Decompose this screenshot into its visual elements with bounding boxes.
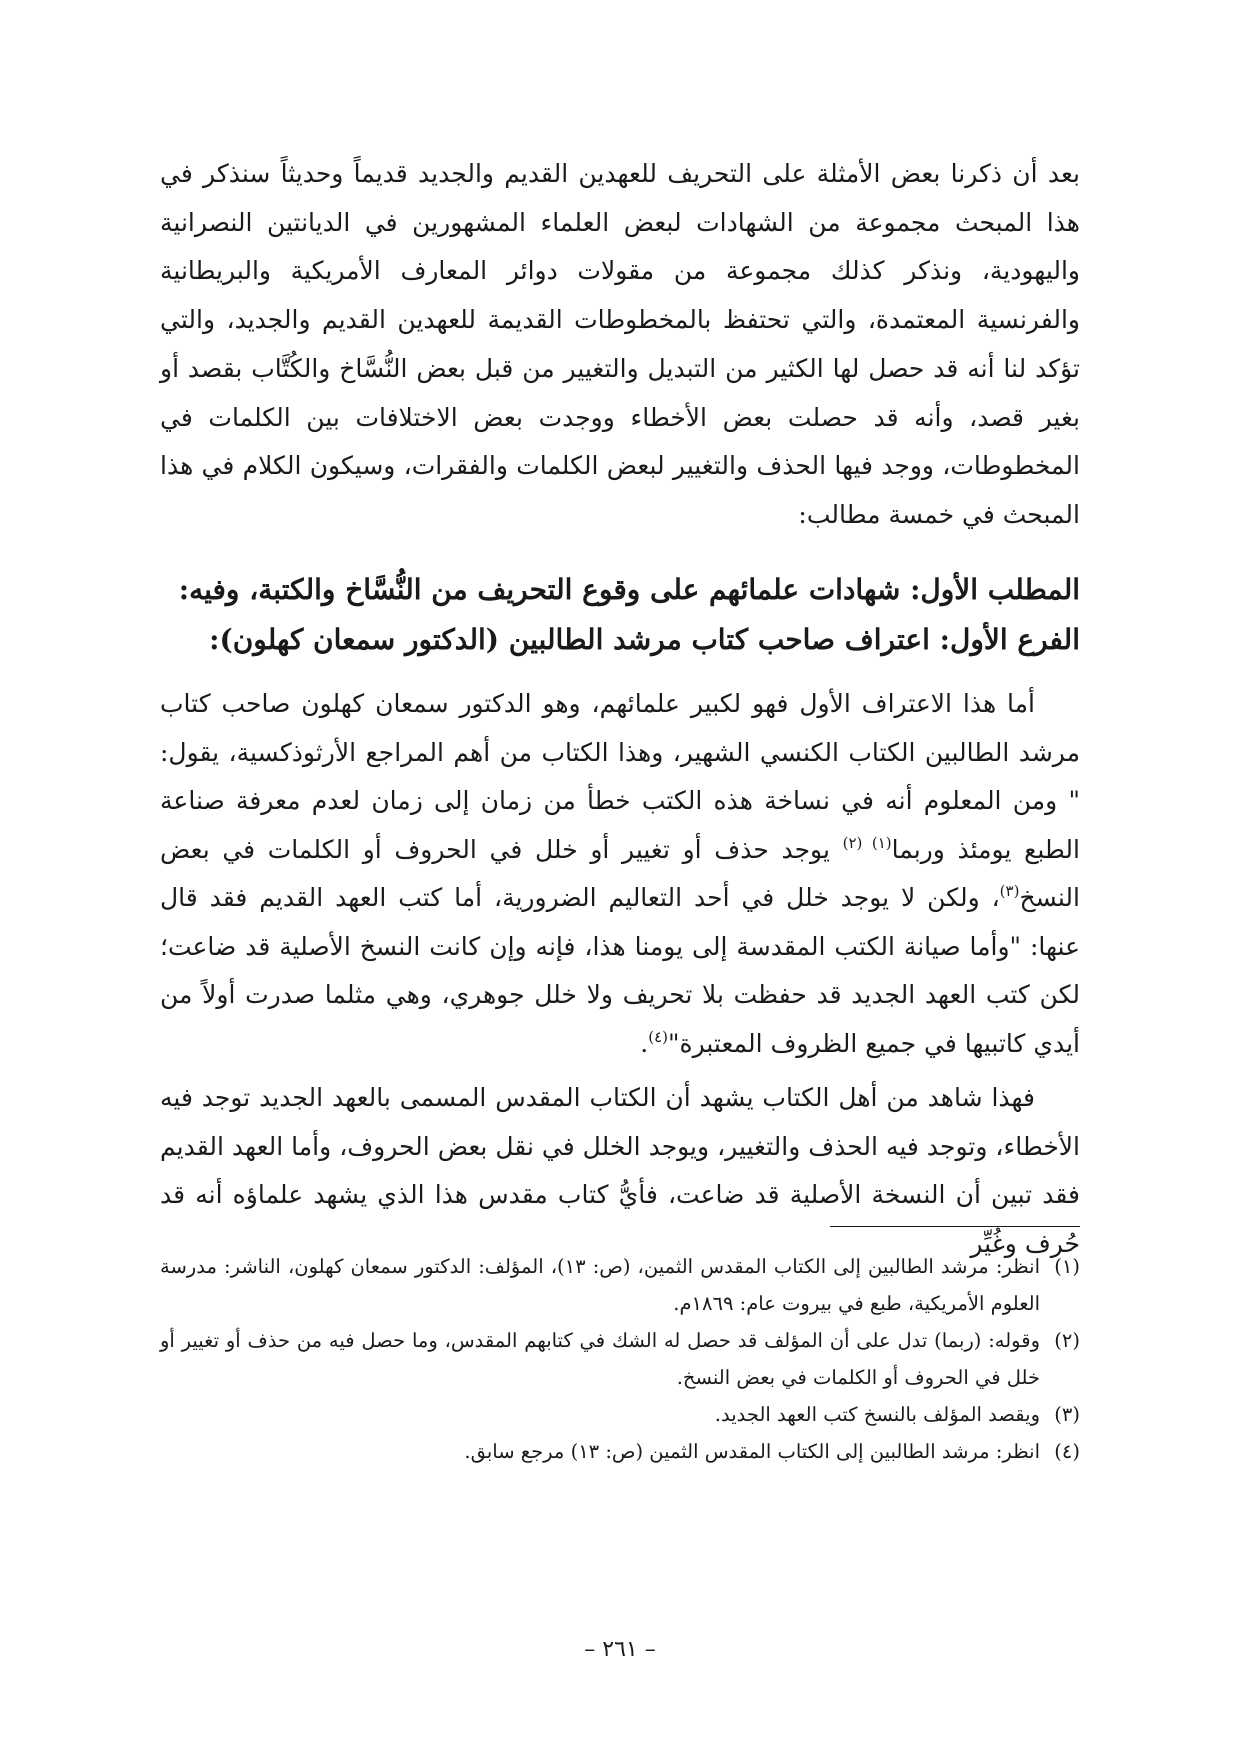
body-text-segment: ، ولكن لا يوجد خلل في أحد التعاليم الضرورية، أما كتب العهد القديم فقد قال عنها: "وأما صيانة الكتب المقدسة إلى يومنا هذا، فإنه وإن كانت النسخ الأصلية قد ضاعت؛ لكن كتب العهد الجديد قد حفظت بلا تحريف ولا خلل جوهري، وهي مثلما صدرت أولاً من أيدي كاتبيها في جميع الظروف المعتبرة" (160, 883, 1080, 1058)
footnote-number: (١) (1054, 1255, 1080, 1278)
footnote-text: ويقصد المؤلف بالنسخ كتب العهد الجديد. (714, 1403, 1040, 1426)
footnote-4 (160, 1433, 1080, 1470)
intro-paragraph: بعد أن ذكرنا بعض الأمثلة على التحريف للعهدين القديم والجديد قديماً وحديثاً سنذكر في هذا المبحث مجموعة من الشهادات لبعض العلماء المشهورين في الديانتين النصرانية واليهودية، ونذكر كذلك مجموعة من مقولات دوائر المعارف الأمريكية والبريطانية والفرنسية المعتمدة، والتي تحتفظ بالمخطوطات القديمة للعهدين القديم والجديد، والتي تؤكد لنا أنه قد حصل لها الكثير من التبديل والتغيير من قبل بعض النُّسَّاخ والكُتَّاب بقصد أو بغير قصد، وأنه قد حصلت بعض الأخطاء ووجدت بعض الاختلافات بين الكلمات في المخطوطات، ووجد فيها الحذف والتغيير لبعض الكلمات والفقرات، وسيكون الكلام في هذا المبحث في خمسة مطالب: (160, 159, 1080, 529)
body-text (160, 680, 1080, 1268)
body-paragraph-2: فهذا شاهد من أهل الكتاب يشهد أن الكتاب المقدس المسمى بالعهد الجديد توجد فيه الأخطاء، وتوجد فيه الحذف والتغيير، ويوجد الخلل في نقل بعض الحروف، وأما العهد القديم فقد تبين أن النسخة الأصلية قد ضاعت، فأيُّ كتاب مقدس هذا الذي يشهد علماؤه أنه قد حُرف وغُيِّر (160, 1083, 1080, 1258)
footnote-number: (٣) (1054, 1403, 1080, 1426)
footnote-text: انظر: مرشد الطالبين إلى الكتاب المقدس الثمين (ص: ١٣) مرجع سابق. (464, 1440, 1040, 1463)
body-text-segment: . (640, 1028, 649, 1058)
footnote-text: انظر: مرشد الطالبين إلى الكتاب المقدس الثمين، (ص: ١٣)، المؤلف: الدكتور سمعان كهلون، الناشر: مدرسة العلوم الأمريكية، طبع في بيروت عام: ١٨٦٩م. (160, 1255, 1040, 1315)
body-text-segment: يوجد حذف أو تغيير أو خلل في الحروف أو الكلمات في بعض النسخ (160, 834, 1080, 912)
body-paragraph-1 (160, 680, 1080, 1068)
footnote-number: (٢) (1054, 1329, 1080, 1352)
footnote-2 (160, 1322, 1080, 1396)
headings-block (160, 565, 1080, 665)
footnote-3 (160, 1396, 1080, 1433)
footnote-ref-3: (٣) (999, 882, 1020, 900)
body-text-segment: أما هذا الاعتراف الأول فهو لكبير علمائهم، وهو الدكتور سمعان كهلون صاحب كتاب مرشد الطالبين الكتاب الكنسي الشهير، وهذا الكتاب من أهم المراجع الأرثوذكسية، يقول: " ومن المعلوم أنه في نساخة هذه الكتب خطأ من زمان إلى زمان لعدم معرفة صناعة الطبع يومئذ وربما (160, 689, 1080, 864)
footnote-ref-4: (٤) (648, 1027, 668, 1046)
footnote-text: وقوله: (ربما) تدل على أن المؤلف قد حصل له الشك في كتابهم المقدس، وما حصل فيه من حذف أو تغيير أو خلل في الحروف أو الكلمات في بعض النسخ. (160, 1329, 1040, 1389)
page-number: – ٢٦١ – (584, 1637, 656, 1662)
subsection-heading: الفرع الأول: اعتراف صاحب كتاب مرشد الطالبين (الدكتور سمعان كهلون): (209, 623, 1080, 656)
section-heading: المطلب الأول: شهادات علمائهم على وقوع التحريف من النُّسَّاخ والكتبة، وفيه: (178, 573, 1080, 606)
footnotes (160, 1248, 1080, 1470)
footnote-1 (160, 1248, 1080, 1322)
footnote-number: (٤) (1054, 1440, 1080, 1463)
footnote-ref-1-2: (١) (٢) (842, 833, 892, 852)
footnote-separator (830, 1226, 1080, 1227)
